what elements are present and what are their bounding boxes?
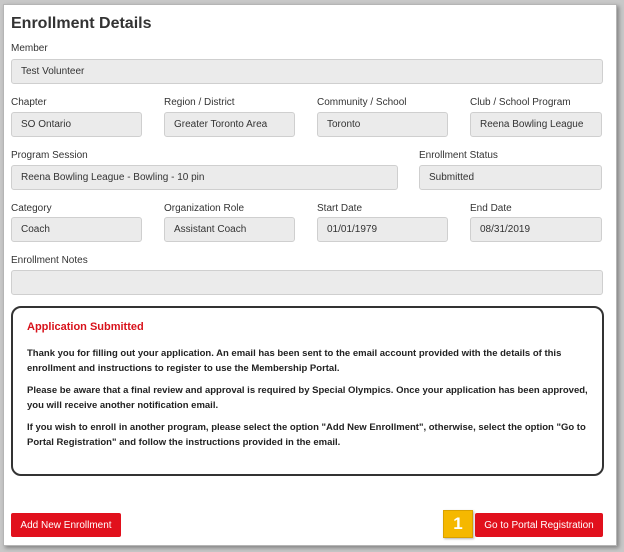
region-field[interactable]: Greater Toronto Area bbox=[164, 112, 295, 137]
step-callout-badge: 1 bbox=[443, 510, 473, 538]
enrollment-notes-label: Enrollment Notes bbox=[11, 255, 88, 266]
start-date-field[interactable]: 01/01/1979 bbox=[317, 217, 448, 242]
club-field[interactable]: Reena Bowling League bbox=[470, 112, 602, 137]
start-date-label: Start Date bbox=[317, 203, 363, 214]
enrollment-status-label: Enrollment Status bbox=[419, 150, 498, 161]
end-date-label: End Date bbox=[470, 203, 512, 214]
community-label: Community / School bbox=[317, 97, 407, 108]
enrollment-notes-field[interactable] bbox=[11, 270, 603, 295]
member-field[interactable]: Test Volunteer bbox=[11, 59, 603, 84]
page-title: Enrollment Details bbox=[11, 15, 152, 32]
club-label: Club / School Program bbox=[470, 97, 571, 108]
category-label: Category bbox=[11, 203, 52, 214]
org-role-field[interactable]: Assistant Coach bbox=[164, 217, 295, 242]
member-label: Member bbox=[11, 43, 48, 54]
notice-paragraph-3: If you wish to enroll in another program, please select the option "Add New Enrollment", otherwise, select the option "Go to Portal Registration" and follow the instructions provided in the email. bbox=[27, 422, 586, 448]
category-field[interactable]: Coach bbox=[11, 217, 142, 242]
enrollment-details-card bbox=[3, 4, 617, 546]
notice-title: Application Submitted bbox=[27, 321, 144, 333]
end-date-field[interactable]: 08/31/2019 bbox=[470, 217, 602, 242]
add-new-enrollment-button[interactable]: Add New Enrollment bbox=[11, 513, 121, 537]
notice-paragraph-1: Thank you for filling out your application. An email has been sent to the email account provided with the details of this enrollment and instructions to register to use the Membership Portal. bbox=[27, 348, 562, 374]
chapter-field[interactable]: SO Ontario bbox=[11, 112, 142, 137]
program-session-field[interactable]: Reena Bowling League - Bowling - 10 pin bbox=[11, 165, 398, 190]
notice-paragraph-2: Please be aware that a final review and approval is required by Special Olympics. Once your application has been approved, you will receive another notification email. bbox=[27, 385, 588, 411]
org-role-label: Organization Role bbox=[164, 203, 245, 214]
program-session-label: Program Session bbox=[11, 150, 88, 161]
enrollment-status-field[interactable]: Submitted bbox=[419, 165, 602, 190]
chapter-label: Chapter bbox=[11, 97, 47, 108]
region-label: Region / District bbox=[164, 97, 235, 108]
community-field[interactable]: Toronto bbox=[317, 112, 448, 137]
application-submitted-notice bbox=[11, 306, 604, 476]
go-to-portal-registration-button[interactable]: Go to Portal Registration bbox=[475, 513, 603, 537]
